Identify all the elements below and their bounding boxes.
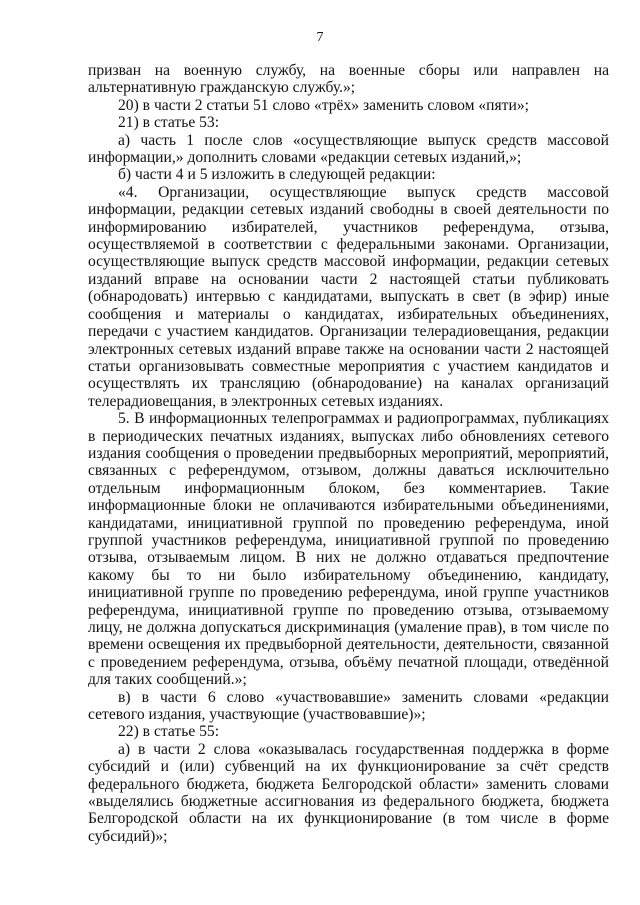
paragraph-item-22a: а) в части 2 слова «оказывалась государственная поддержка в форме субсидий и (или) субвенций на их функционирование за счёт средств федерального бюджета, бюджета Белгородской области» заменить словами «выделялись бюджетные ассигнования из федерального бюджета, бюджета Белгородской области на их функционирование (в том числе в форме субсидий)»; (88, 740, 609, 845)
paragraph-item-21b: б) части 4 и 5 изложить в следующей редакции: (118, 166, 436, 184)
document-body (88, 62, 609, 845)
paragraph-item-22: 22) в статье 55: (118, 723, 220, 741)
paragraph-part-4: «4. Организации, осуществляющие выпуск средств массовой информации, редакции сетевых изданий свободны в своей деятельности по информированию избирателей, участников референдума, отзыва, осуществляемой в соответствии с федеральными законами. Организации, осуществляющие выпуск средств массовой информации, редакции сетевых изданий вправе на основании части 2 настоящей статьи публиковать (обнародовать) интервью с кандидатами, выпускать в свет (в эфир) иные сообщения и материалы о кандидатах, избирательных объединениях, передачи с участием кандидатов. Организации телерадиовещания, редакции электронных сетевых изданий вправе также на основании части 2 настоящей статьи организовывать совместные мероприятия с участием кандидатов и осуществлять их трансляцию (обнародование) на каналах организаций телерадиовещания, в электронных сетевых изданиях. (88, 183, 609, 410)
paragraph-item-21v: в) в части 6 слово «участвовавшие» заменить словами «редакции сетевого издания, участвующие (участвовавшие)»; (88, 688, 609, 724)
paragraph-part-5: 5. В информационных телепрограммах и радиопрограммах, публикациях в периодических печатных изданиях, выпусках либо обновлениях сетевого издания сообщения о проведении предвыборных мероприятий, мероприятий, связанных с референдумом, отзывом, должны даваться исключительно отдельным информационным блоком, без комментариев. Такие информационные блоки не оплачиваются избирательными объединениями, кандидатами, инициативной группой по проведению референдума, иной группой участников референдума, инициативной группой по проведению отзыва, отзываемым лицом. В них не должно отдаваться предпочтение какому бы то ни было избирательному объединению, кандидату, инициативной группе по проведению референдума, иной группе участников референдума, инициативной группе по проведению отзыва, отзываемому лицу, не должна допускаться дискриминация (умаление прав), в том числе по времени освещения их предвыборной деятельности, деятельности, связанной с проведением референдума, отзыва, объёму печатной площади, отведённой для таких сообщений.»; (88, 410, 609, 689)
paragraph-item-20: 20) в части 2 статьи 51 слово «трёх» заменить словом «пяти»; (118, 96, 529, 114)
page-number: 7 (316, 30, 324, 45)
paragraph-item-21a: а) часть 1 после слов «осуществляющие выпуск средств массовой информации,» дополнить словами «редакции сетевых изданий,»; (88, 131, 609, 167)
paragraph-continuation: призван на военную службу, на военные сборы или направлен на альтернативную гражданскую службу.»; (88, 62, 609, 97)
paragraph-item-21: 21) в статье 53: (118, 114, 220, 132)
